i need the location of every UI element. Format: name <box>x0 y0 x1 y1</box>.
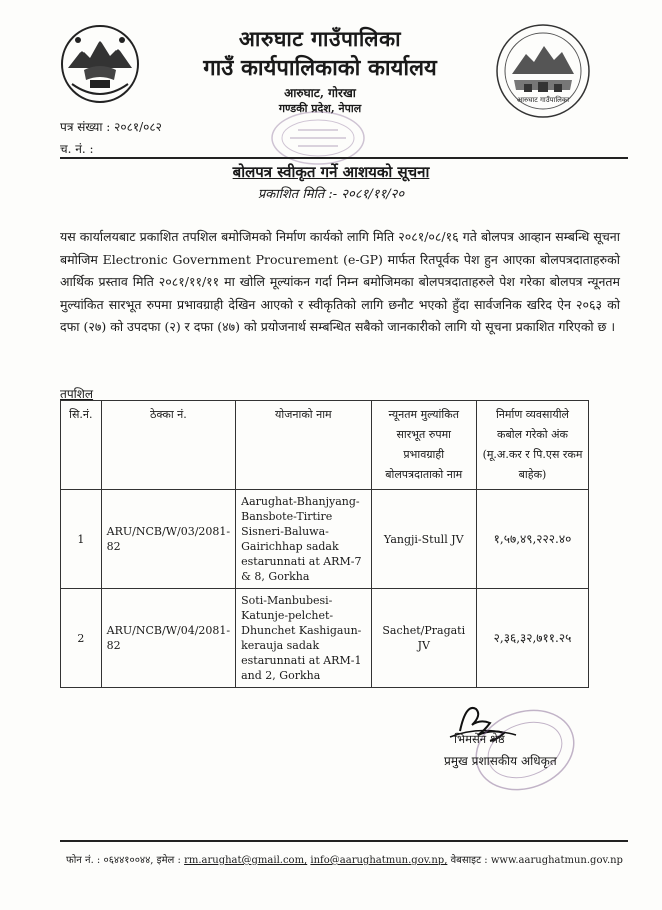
col-amount: निर्माण व्यवसायीले कबोल गरेको अंक (मू.अ.कर र पि.एस रकम बाहेक) <box>476 401 588 490</box>
website-label: वेबसाइट : <box>450 855 488 866</box>
notice-body: यस कार्यालयबाट प्रकाशित तपशिल बमोजिमको निर्माण कार्यको लागि मिति २०८१/०८/१६ गते बोलपत्र आव्हान सम्बन्धि सूचना बमोजिम Electronic Government Procurement (e-GP) मार्फत रितपूर्वक पेश हुन आएका बोलपत्रदाताहरुको आर्थिक प्रस्ताव मिति २०८१/११/११ मा खोलि मूल्यांकन गर्दा निम्न बमोजिमका बोलपत्रदाताहरुले पेश गरेका बोलपत्र न्यूनतम मुल्यांकित सारभूत रुपमा प्रभावग्राही देखिन आएको र स्वीकृतिको लागि छनौट भएको हुँदा सार्वजनिक खरिद ऐन २०६३ को दफा (२७) को उपदफा (२) र दफा (४७) को प्रयोजनार्थ सम्बन्धित सबैको जानकारीको लागि यो सूचना प्रकाशित गरिएको छ । <box>60 229 620 334</box>
cell-contract: ARU/NCB/W/04/2081-82 <box>101 589 235 688</box>
contact-footer <box>66 852 623 866</box>
cell-project: Soti-Manbubesi-Katunje-pelchet-Dhunchet Kashigaun-kerauja sadak estarunnati at ARM-1 and 2, Gorkha <box>236 589 371 688</box>
office-address: आरुघाट, गोरखा <box>284 86 356 100</box>
cell-amount: १,५७,४९,२२२.४० <box>476 490 588 589</box>
email-label: इमेल : <box>156 855 181 866</box>
cell-bidder: Sachet/Pragati JV <box>371 589 476 688</box>
published-date: प्रकाशित मिति :- २०८१/११/२० <box>257 187 405 202</box>
website-link[interactable]: www.aarughatmun.gov.np <box>490 855 623 866</box>
notice-title: बोलपत्र स्वीकृत गर्ने आशयको सूचना <box>232 163 430 181</box>
signatory-name: भिमसेन श्रेष्ठ <box>454 732 505 746</box>
cell-sn: 2 <box>61 589 102 688</box>
cell-amount: २,३६,३२,७११.२५ <box>476 589 588 688</box>
table-caption: तपशिल <box>60 387 94 401</box>
phone-number: ०६४४१००४४, <box>103 855 154 866</box>
col-sn: सि.नं. <box>61 401 102 490</box>
col-project: योजनाको नाम <box>236 401 371 490</box>
email-link-info[interactable]: info@aarughatmun.gov.np, <box>310 855 448 866</box>
table-row <box>61 490 589 589</box>
email-link-primary[interactable]: rm.arughat@gmail.com, <box>184 855 308 866</box>
col-contract: ठेक्का नं. <box>101 401 235 490</box>
patra-sankhya <box>60 118 162 135</box>
footer-divider <box>60 840 628 842</box>
cell-bidder: Yangji-Stull JV <box>371 490 476 589</box>
chalani-label: च. नं. : <box>60 142 94 156</box>
nepal-emblem-icon <box>58 22 142 106</box>
header-divider <box>60 157 628 159</box>
letterhead <box>150 26 490 116</box>
notice-title-wrap <box>0 162 662 182</box>
office-name: गाउँ कार्यपालिकाको कार्यालय <box>203 55 437 81</box>
col-bidder: न्यूनतम मुल्यांकित सारभूत रुपमा प्रभावग्राही बोलपत्रदाताको नाम <box>371 401 476 490</box>
patra-label: पत्र संख्या : <box>60 120 111 134</box>
municipality-name: आरुघाट गाउँपालिका <box>238 26 402 51</box>
office-province: गण्डकी प्रदेश, नेपाल <box>278 102 362 115</box>
municipality-logo-icon <box>494 22 592 120</box>
table-row <box>61 589 589 688</box>
phone-label: फोन नं. : <box>66 855 101 866</box>
official-seal-icon <box>470 705 580 795</box>
chalani-number <box>60 140 94 157</box>
signatory-designation: प्रमुख प्रशासकीय अधिकृत <box>444 754 557 768</box>
office-stamp-icon <box>268 108 368 168</box>
logo-caption: आरुघाट गाउँपालिका <box>516 96 570 104</box>
cell-contract: ARU/NCB/W/03/2081-82 <box>101 490 235 589</box>
cell-project: Aarughat-Bhanjyang-Bansbote-Tirtire Sisneri-Baluwa-Gairichhap sadak estarunnati at ARM-7 & 8, Gorkha <box>236 490 371 589</box>
table-header-row <box>61 401 589 490</box>
patra-value: २०८१/०८२ <box>114 120 162 134</box>
cell-sn: 1 <box>61 490 102 589</box>
award-table <box>60 400 589 688</box>
